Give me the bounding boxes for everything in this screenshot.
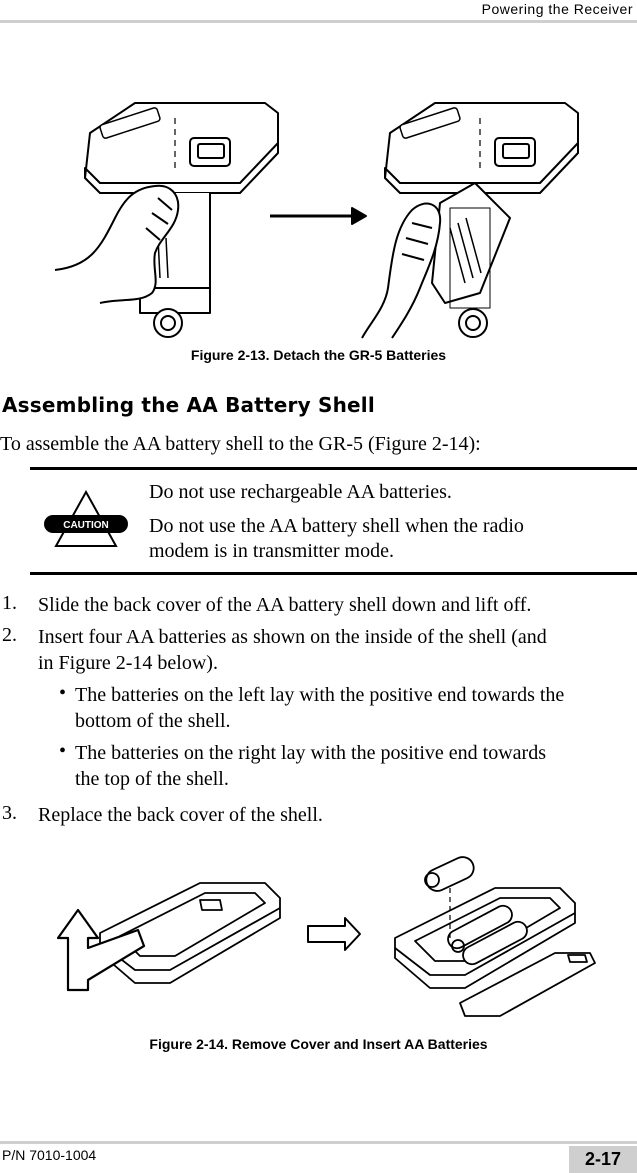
step-2-text-line-1: Insert four AA batteries as shown on the inside of the shell (and — [38, 626, 547, 648]
running-header: Powering the Receiver — [481, 1, 633, 17]
footer-rule — [0, 1141, 637, 1144]
caution-icon-label: CAUTION — [63, 520, 109, 531]
step-1-number: 1. — [2, 592, 17, 614]
section-title: Assembling the AA Battery Shell — [2, 393, 375, 417]
step-2-number: 2. — [2, 624, 17, 646]
step-3-number: 3. — [2, 802, 17, 824]
figure-13-caption: Figure 2-13. Detach the GR-5 Batteries — [190, 347, 447, 363]
figure-14-caption: Figure 2-14. Remove Cover and Insert AA Batteries — [149, 1036, 488, 1052]
figure-detach-batteries — [40, 98, 600, 343]
bullet-1-symbol: • — [59, 682, 67, 704]
caution-note — [30, 467, 637, 575]
step-3-text: Replace the back cover of the shell. — [38, 804, 323, 826]
page-number: 2-17 — [569, 1146, 637, 1173]
bullet-1-line-1: The batteries on the left lay with the positive end towards the — [75, 684, 565, 706]
bullet-2-symbol: • — [59, 740, 67, 762]
bullet-2-line-1: The batteries on the right lay with the positive end towards — [75, 742, 546, 764]
intro-paragraph: To assemble the AA battery shell to the GR-5 (Figure 2-14): — [0, 433, 481, 455]
step-2-text-line-2: in Figure 2-14 below). — [38, 652, 218, 674]
bullet-1-line-2: bottom of the shell. — [75, 710, 231, 732]
caution-line-2: Do not use the AA battery shell when the radio — [149, 515, 524, 537]
caution-line-3: modem is in transmitter mode. — [149, 540, 394, 562]
figure-battery-shell — [40, 838, 600, 1028]
header-rule — [0, 20, 637, 23]
caution-icon — [44, 490, 128, 548]
caution-line-1: Do not use rechargeable AA batteries. — [149, 481, 452, 503]
bullet-2-line-2: the top of the shell. — [75, 768, 229, 790]
step-1-text: Slide the back cover of the AA battery shell down and lift off. — [38, 594, 532, 616]
part-number: P/N 7010-1004 — [2, 1147, 97, 1163]
